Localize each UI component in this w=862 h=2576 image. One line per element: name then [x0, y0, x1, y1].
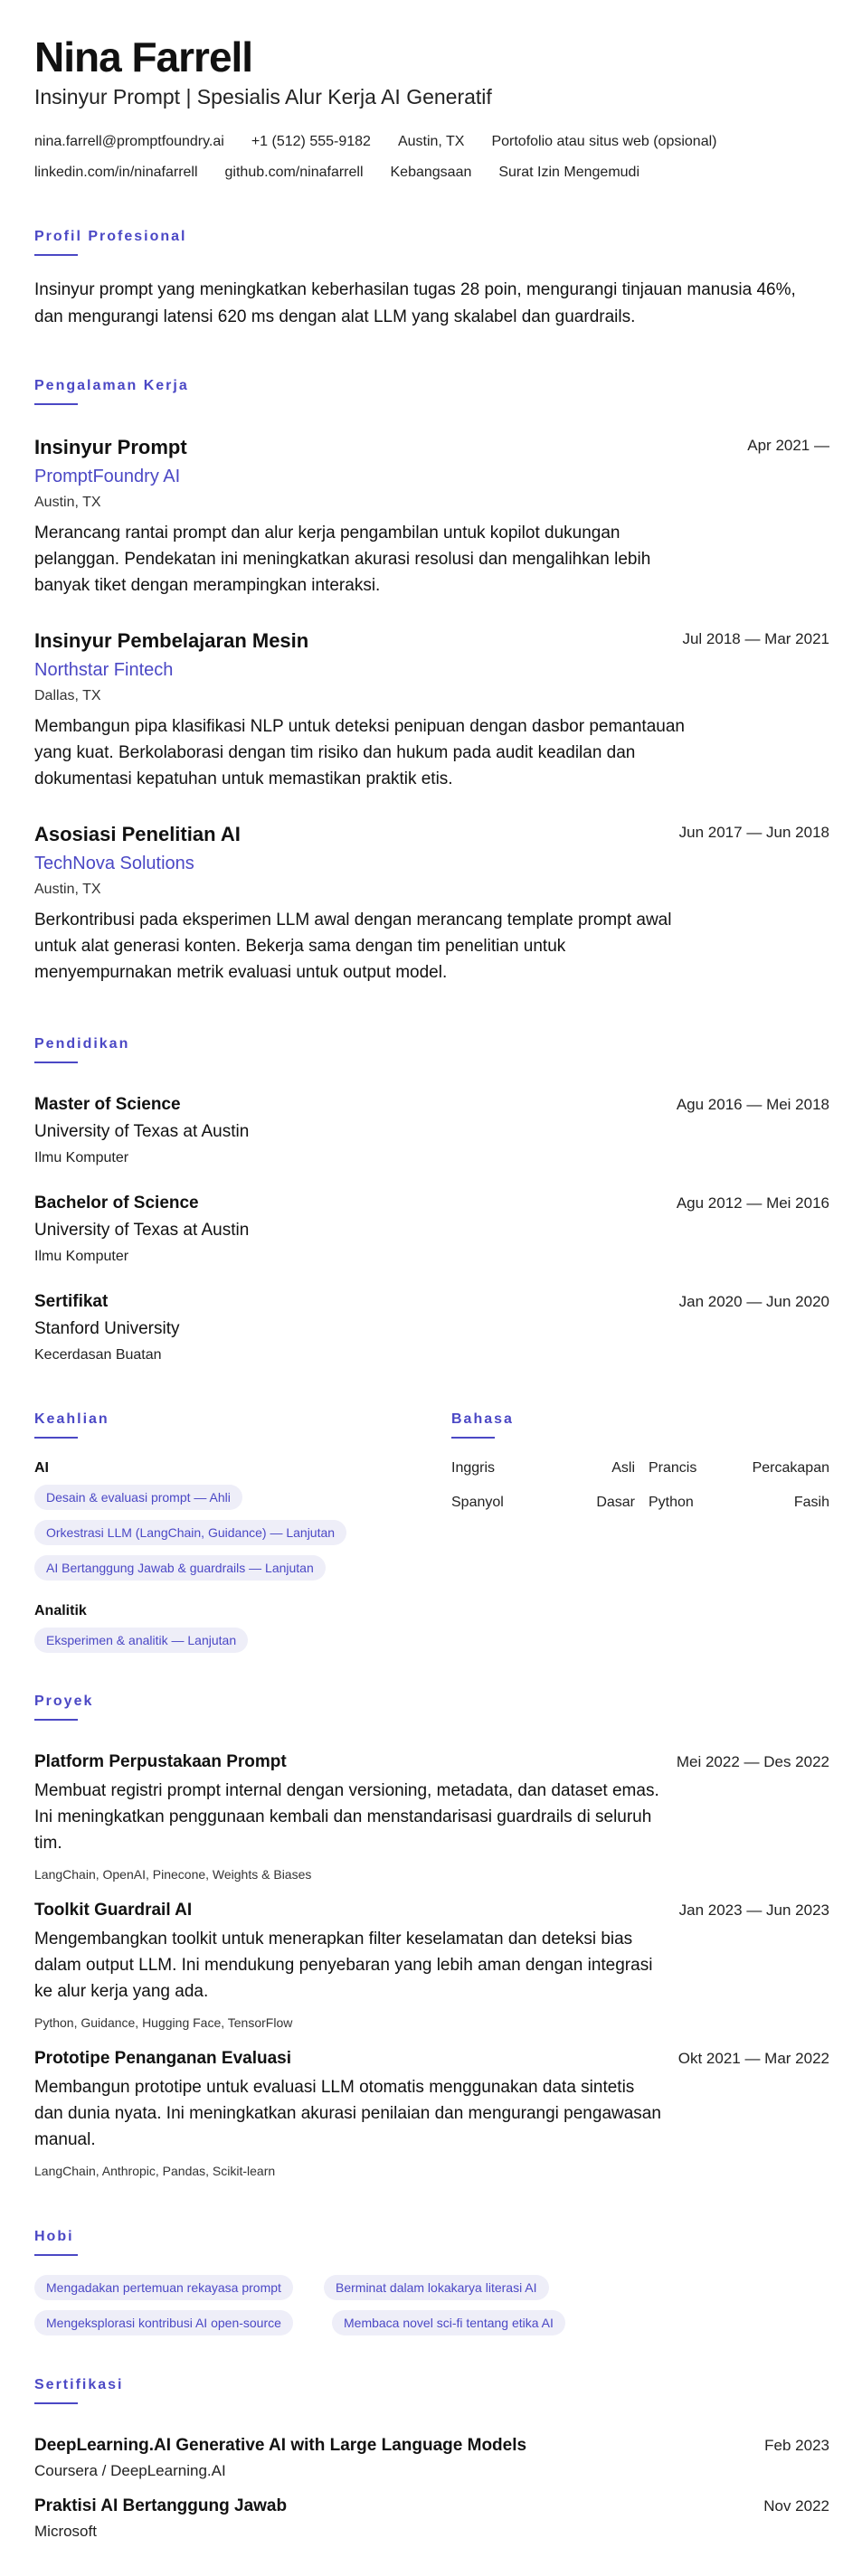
project-description: Mengembangkan toolkit untuk menerapkan filter keselamatan dan deteksi bias dalam output LLM. Ini mendukung penyebaran yang lebih aman dengan integrasi ke alur kerja yang ada. — [34, 1930, 653, 2001]
section-title-languages: Bahasa — [451, 1411, 514, 1427]
job-description: Membangun pipa klasifikasi NLP untuk deteksi penipuan dengan dasbor pemantauan yang kuat. Berkolaborasi dengan tim risiko dan hukum pada audit keadilan dan dokumentasi kepatuhan untuk memastikan praktik etis. — [34, 717, 685, 788]
education-degree: Bachelor of Science — [34, 1194, 199, 1213]
project-description: Membuat registri prompt internal dengan versioning, metadata, dan dataset emas. Ini meningkatkan penggunaan kembali dan menstandarisasi guardrails di seluruh tim. — [34, 1781, 659, 1853]
job-dates: Jun 2017 — Jun 2018 — [678, 824, 829, 841]
language-name: Spanyol — [451, 1495, 504, 1510]
contact-row-2 — [34, 163, 667, 183]
project-dates: Okt 2021 — Mar 2022 — [677, 2050, 829, 2067]
education-field: Ilmu Komputer — [34, 1249, 129, 1264]
education-field: Kecerdasan Buatan — [34, 1347, 162, 1363]
skill-tag: AI Bertanggung Jawab & guardrails — Lanjutan — [34, 1555, 326, 1581]
project-dates: Mei 2022 — Des 2022 — [676, 1753, 829, 1770]
job-dates: Jul 2018 — Mar 2021 — [682, 630, 829, 647]
education-degree: Master of Science — [34, 1095, 181, 1114]
profile-summary: Insinyur prompt yang meningkatkan keberhasilan tugas 28 poin, mengurangi tinjauan manusia 46%, dan mengurangi latensi 620 ms dengan alat LLM yang skalabel dan guardrails. — [34, 280, 796, 326]
certification-issuer: Microsoft — [34, 2523, 97, 2540]
skill-tag: Desain & evaluasi prompt — Ahli — [34, 1485, 242, 1510]
project-description: Membangun prototipe untuk evaluasi LLM otomatis menggunakan data sintetis dan dunia nyata. Ini meningkatkan akurasi penilaian dan mengurangi pengawasan manual. — [34, 2078, 661, 2149]
section-title-projects: Proyek — [34, 1694, 94, 1709]
job-role: Insinyur Prompt — [34, 436, 187, 458]
nationality: Kebangsaan — [390, 165, 472, 180]
skill-group-name: Analitik — [34, 1603, 87, 1618]
skill-tag: Eksperimen & analitik — Lanjutan — [34, 1628, 248, 1653]
project-name: Toolkit Guardrail AI — [34, 1901, 193, 1920]
certification-name: DeepLearning.AI Generative AI with Large Language Models — [34, 2436, 527, 2455]
education-degree: Sertifikat — [34, 1292, 109, 1311]
education-field: Ilmu Komputer — [34, 1150, 129, 1165]
certification-date: Feb 2023 — [764, 2437, 829, 2454]
job-company: TechNova Solutions — [34, 854, 194, 873]
project-tech: LangChain, OpenAI, Pinecone, Weights & Biases — [34, 1867, 312, 1882]
job-role: Insinyur Pembelajaran Mesin — [34, 629, 309, 652]
job-dates: Apr 2021 — — [747, 437, 829, 454]
education-institution: University of Texas at Austin — [34, 1221, 250, 1240]
location: Austin, TX — [397, 134, 465, 149]
language-name: Prancis — [649, 1460, 697, 1476]
section-divider — [34, 2254, 78, 2256]
education-dates: Agu 2016 — Mei 2018 — [676, 1096, 829, 1113]
email[interactable]: nina.farrell@promptfoundry.ai — [34, 134, 224, 149]
certification-name: Praktisi AI Bertanggung Jawab — [34, 2496, 288, 2515]
job-location: Austin, TX — [34, 495, 101, 510]
project-name: Prototipe Penanganan Evaluasi — [34, 2049, 292, 2068]
section-divider — [451, 1437, 495, 1439]
section-divider — [34, 403, 78, 405]
hobby-tag: Berminat dalam lokakarya literasi AI — [324, 2275, 549, 2300]
job-company: PromptFoundry AI — [34, 467, 181, 486]
phone[interactable]: +1 (512) 555-9182 — [251, 134, 371, 149]
certification-issuer: Coursera / DeepLearning.AI — [34, 2462, 226, 2479]
hobby-tag: Membaca novel sci-fi tentang etika AI — [332, 2310, 565, 2335]
language-name: Python — [649, 1495, 694, 1510]
section-divider — [34, 1719, 78, 1721]
drivers-license: Surat Izin Mengemudi — [498, 165, 639, 180]
section-title-education: Pendidikan — [34, 1036, 130, 1052]
education-dates: Agu 2012 — Mei 2016 — [676, 1194, 829, 1212]
section-title-skills: Keahlian — [34, 1411, 109, 1427]
language-name: Inggris — [451, 1460, 496, 1476]
project-tech: Python, Guidance, Hugging Face, TensorFlow — [34, 2015, 293, 2030]
section-title-profile: Profil Profesional — [34, 229, 187, 244]
section-divider — [34, 254, 78, 256]
contact-row-1 — [34, 132, 744, 152]
section-title-certifications: Sertifikasi — [34, 2377, 124, 2392]
section-divider — [34, 1437, 78, 1439]
education-dates: Jan 2020 — Jun 2020 — [678, 1293, 829, 1310]
project-tech: LangChain, Anthropic, Pandas, Scikit-learn — [34, 2164, 276, 2178]
job-role: Asosiasi Penelitian AI — [34, 823, 241, 845]
section-divider — [34, 1062, 78, 1063]
education-institution: University of Texas at Austin — [34, 1122, 250, 1141]
job-description: Berkontribusi pada eksperimen LLM awal dengan merancang template prompt awal untuk alat generasi konten. Bekerja sama dengan tim penelitian untuk menyempurnakan metrik evaluasi untuk output model. — [34, 911, 672, 982]
language-level: Dasar — [596, 1495, 635, 1510]
project-name: Platform Perpustakaan Prompt — [34, 1752, 287, 1771]
language-level: Percakapan — [752, 1460, 829, 1476]
linkedin-link[interactable]: linkedin.com/in/ninafarrell — [34, 165, 198, 180]
job-description: Merancang rantai prompt dan alur kerja pengambilan untuk kopilot dukungan pelanggan. Pendekatan ini meningkatkan akurasi resolusi dan mengalihkan lebih banyak tiket dengan merampingkan interaksi. — [34, 524, 651, 595]
education-institution: Stanford University — [34, 1319, 180, 1338]
skill-tag: Orkestrasi LLM (LangChain, Guidance) — Lanjutan — [34, 1520, 346, 1545]
portfolio-link[interactable]: Portofolio atau situs web (opsional) — [491, 134, 717, 149]
candidate-name: Nina Farrell — [34, 33, 253, 80]
certification-date: Nov 2022 — [763, 2497, 829, 2515]
github-link[interactable]: github.com/ninafarrell — [224, 165, 364, 180]
project-dates: Jan 2023 — Jun 2023 — [678, 1901, 829, 1919]
hobby-tag: Mengadakan pertemuan rekayasa prompt — [34, 2275, 293, 2300]
language-level: Asli — [611, 1460, 635, 1476]
section-title-hobbies: Hobi — [34, 2229, 74, 2244]
hobby-tag: Mengeksplorasi kontribusi AI open-source — [34, 2310, 293, 2335]
skill-group-name: AI — [34, 1460, 49, 1476]
job-company: Northstar Fintech — [34, 660, 174, 680]
job-location: Dallas, TX — [34, 688, 101, 703]
job-location: Austin, TX — [34, 882, 101, 897]
language-level: Fasih — [793, 1495, 829, 1510]
headline: Insinyur Prompt | Spesialis Alur Kerja AI Generatif — [34, 85, 492, 109]
section-divider — [34, 2402, 78, 2404]
section-title-experience: Pengalaman Kerja — [34, 378, 189, 393]
